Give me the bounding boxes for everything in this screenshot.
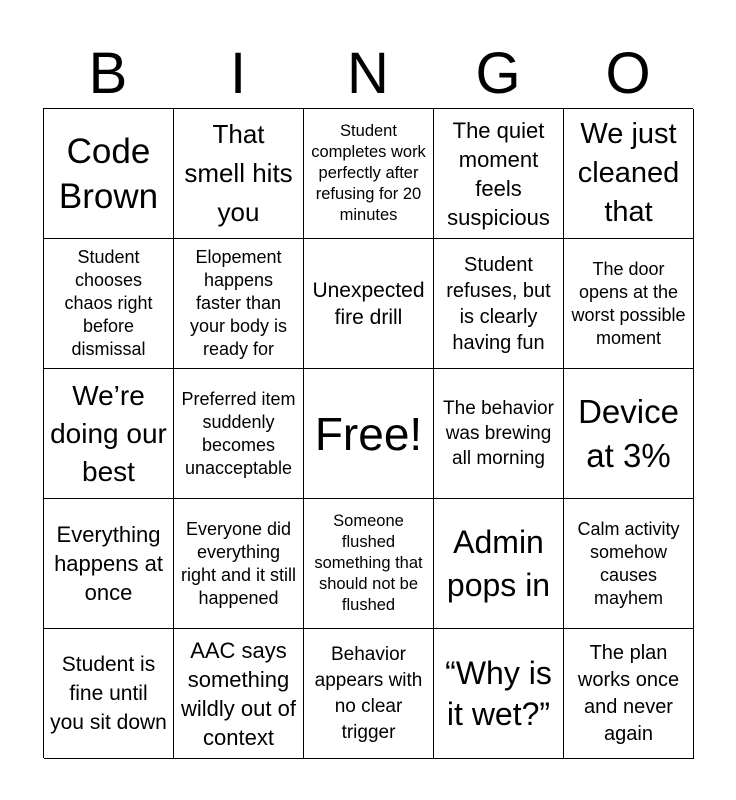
bingo-cell[interactable] (44, 499, 174, 629)
free-space-text: Free! (314, 407, 423, 460)
cell-text: The behavior was brewing all morning (443, 398, 554, 469)
cell-text: We just cleaned that (577, 118, 680, 228)
bingo-cell[interactable] (434, 499, 564, 629)
bingo-cell[interactable] (564, 499, 694, 629)
header-letter-b: B (88, 41, 128, 106)
cell-text: Student is fine until you sit down (50, 653, 167, 734)
cell-text: Unexpected fire drill (312, 278, 425, 329)
bingo-cell free-space[interactable] (304, 369, 434, 499)
bingo-cell[interactable] (174, 499, 304, 629)
bingo-cell[interactable] (564, 109, 694, 239)
bingo-cell[interactable] (304, 499, 434, 629)
header-letter-n: N (347, 41, 389, 106)
bingo-cell[interactable] (174, 629, 304, 759)
header-letter-i: I (229, 41, 247, 106)
cell-text: Calm activity somehow causes mayhem (577, 518, 680, 608)
cell-text: Preferred item suddenly becomes unacceptable (181, 388, 296, 478)
cell-text: AAC says something wildly out of context (181, 637, 296, 750)
cell-text: Behavior appears with no clear trigger (314, 643, 423, 743)
bingo-cell[interactable] (44, 629, 174, 759)
cell-text: Code Brown (58, 131, 159, 216)
bingo-header (43, 40, 693, 108)
bingo-cell[interactable] (434, 629, 564, 759)
bingo-cell[interactable] (44, 239, 174, 369)
bingo-cell[interactable] (44, 109, 174, 239)
cell-text: The quiet moment feels suspicious (447, 117, 550, 230)
bingo-cell[interactable] (304, 629, 434, 759)
bingo-cell[interactable] (564, 369, 694, 499)
header-letter-g: G (475, 41, 521, 106)
bingo-board (43, 108, 693, 758)
cell-text: The plan works once and never again (577, 641, 680, 745)
bingo-cell[interactable] (434, 369, 564, 499)
bingo-cell[interactable] (174, 369, 304, 499)
cell-text: Elopement happens faster than your body is ready for (189, 247, 288, 359)
bingo-cell[interactable] (174, 239, 304, 369)
bingo-cell[interactable] (174, 109, 304, 239)
bingo-cell[interactable] (434, 109, 564, 239)
cell-text: The door opens at the worst possible moment (571, 258, 686, 348)
bingo-cell[interactable] (304, 239, 434, 369)
cell-text: Student refuses, but is clearly having fun (446, 253, 551, 354)
bingo-cell[interactable] (564, 629, 694, 759)
bingo-cell[interactable] (564, 239, 694, 369)
cell-text: Everything happens at once (54, 522, 163, 605)
cell-text: Admin pops in (446, 523, 551, 603)
cell-text: Student completes work perfectly after refusing for 20 minutes (311, 122, 426, 224)
bingo-cell[interactable] (44, 369, 174, 499)
header-letter-o: O (605, 41, 651, 106)
cell-text: That smell hits you (184, 119, 293, 227)
cell-text: Everyone did everything right and it still happened (180, 518, 297, 608)
cell-text: “Why is it wet?” (445, 654, 552, 732)
cell-text: Student chooses chaos right before dismissal (64, 247, 153, 359)
bingo-cell[interactable] (304, 109, 434, 239)
cell-text: Device at 3% (578, 392, 679, 474)
cell-text: We’re doing our best (50, 379, 167, 487)
cell-text: Someone flushed something that should not be flushed (314, 512, 423, 614)
bingo-cell[interactable] (434, 239, 564, 369)
